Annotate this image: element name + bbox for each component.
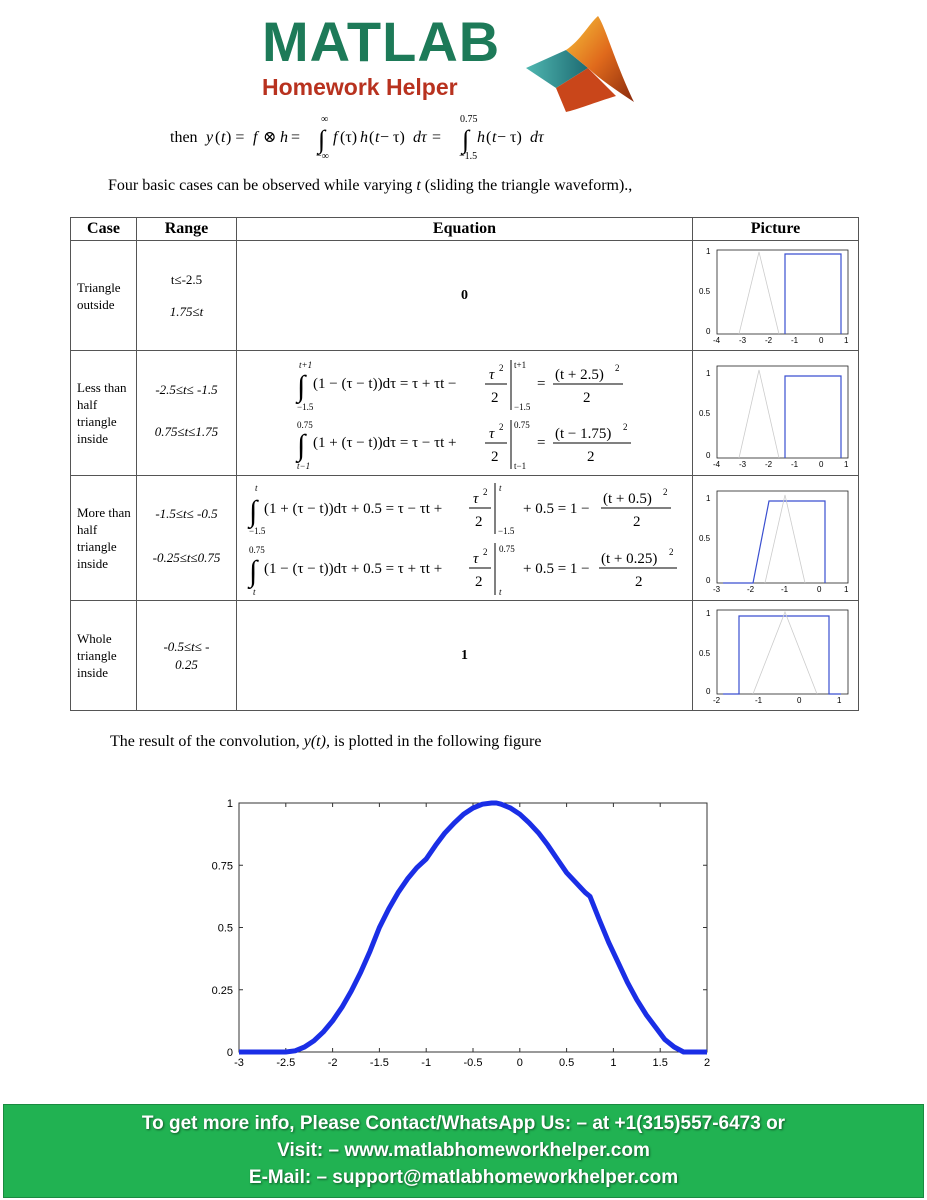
svg-text:2: 2 xyxy=(583,389,591,406)
svg-text:t: t xyxy=(255,482,258,493)
svg-text:0: 0 xyxy=(819,459,824,469)
svg-text:∫: ∫ xyxy=(249,554,258,588)
svg-text:1: 1 xyxy=(706,368,711,378)
logo xyxy=(258,10,638,120)
equation-cell xyxy=(237,351,693,476)
x-tick-label: -2.5 xyxy=(276,1057,296,1069)
svg-text:1: 1 xyxy=(706,493,711,503)
case-plot-1 xyxy=(693,242,859,350)
header-picture: Picture xyxy=(693,218,859,241)
svg-text:−1.5: −1.5 xyxy=(498,525,515,536)
svg-text:-1: -1 xyxy=(791,335,799,345)
svg-text:+ 0.5 = 1 −: + 0.5 = 1 − xyxy=(523,560,590,577)
svg-text:(t − 1.75): (t − 1.75) xyxy=(555,425,612,442)
svg-text:(1 + (τ − t))dτ = τ − τt +: (1 + (τ − t))dτ = τ − τt + xyxy=(313,434,457,451)
svg-text:∫: ∫ xyxy=(297,369,306,403)
svg-text:2: 2 xyxy=(491,448,499,465)
svg-text:2: 2 xyxy=(669,546,674,557)
case-plot-4 xyxy=(693,602,859,710)
convolution-formula xyxy=(170,112,590,167)
footer-email-line[interactable]: E-Mail: – support@matlabhomeworkhelper.com xyxy=(248,1167,679,1188)
svg-text:t+1: t+1 xyxy=(299,359,313,370)
range-cell: -0.5≤t≤ - 0.25 xyxy=(137,601,237,711)
svg-text:0.75: 0.75 xyxy=(460,114,478,125)
svg-text:-4: -4 xyxy=(713,459,721,469)
x-tick-label: 1.5 xyxy=(652,1057,668,1069)
svg-text:) =: ) = xyxy=(226,129,245,146)
equation-line-1 xyxy=(247,483,671,536)
svg-text:=: = xyxy=(291,129,301,146)
case-plot-2 xyxy=(693,352,859,475)
case-cell: Whole triangle inside xyxy=(71,601,137,711)
matlab-membrane-icon xyxy=(526,10,636,115)
svg-text:-3: -3 xyxy=(739,335,747,345)
svg-text:(: ( xyxy=(215,129,221,146)
case-plot-3 xyxy=(693,477,859,600)
footer-contact-line: To get more info, Please Contact/WhatsApp Us: – at +1(315)557-6473 or xyxy=(141,1113,786,1134)
svg-text:(τ): (τ) xyxy=(340,129,358,146)
picture-cell xyxy=(693,241,859,351)
svg-text:∞: ∞ xyxy=(321,114,329,125)
svg-text:h: h xyxy=(360,129,368,146)
svg-text:∫: ∫ xyxy=(249,494,258,528)
equation-line-1 xyxy=(295,360,623,412)
result-intro: The result of the convolution, y(t), is plotted in the following figure xyxy=(110,733,542,750)
x-tick-label: -2 xyxy=(327,1057,338,1069)
svg-text:t: t xyxy=(499,586,502,597)
svg-text:+ 0.5 = 1 −: + 0.5 = 1 − xyxy=(523,500,590,517)
svg-text:τ: τ xyxy=(489,425,495,442)
svg-text:1: 1 xyxy=(706,246,711,256)
svg-text:2: 2 xyxy=(623,421,628,432)
svg-text:(t + 2.5): (t + 2.5) xyxy=(555,366,604,383)
svg-text:τ: τ xyxy=(473,490,479,507)
svg-text:τ: τ xyxy=(489,366,495,383)
svg-text:0: 0 xyxy=(706,450,711,460)
svg-text:0.75: 0.75 xyxy=(499,543,515,554)
svg-text:-2: -2 xyxy=(765,459,773,469)
svg-text:2: 2 xyxy=(499,421,504,432)
svg-text:1: 1 xyxy=(844,584,849,594)
x-tick-label: -1.5 xyxy=(369,1057,389,1069)
svg-text:-3: -3 xyxy=(713,584,721,594)
equation-line-2 xyxy=(295,420,631,471)
svg-text:-2: -2 xyxy=(747,584,755,594)
svg-text:0.75: 0.75 xyxy=(297,419,313,430)
svg-text:2: 2 xyxy=(491,389,499,406)
convolution-result-chart xyxy=(210,775,720,1075)
svg-text:−1.5: −1.5 xyxy=(459,151,478,162)
svg-text:dτ: dτ xyxy=(413,129,427,146)
series-line-y(t) xyxy=(239,803,707,1052)
convolution-formula-graphic xyxy=(170,112,590,167)
svg-text:-2: -2 xyxy=(713,695,721,705)
svg-text:t−1: t−1 xyxy=(297,460,311,471)
svg-text:τ: τ xyxy=(473,550,479,567)
range-cell: -2.5≤t≤ -1.5 0.75≤t≤1.75 xyxy=(137,351,237,476)
svg-text:2: 2 xyxy=(587,448,595,465)
svg-text:0.5: 0.5 xyxy=(699,408,711,418)
svg-text:0.75: 0.75 xyxy=(249,544,265,555)
svg-text:0.5: 0.5 xyxy=(699,533,711,543)
svg-text:− τ): − τ) xyxy=(497,129,522,146)
svg-text:h: h xyxy=(477,129,485,146)
svg-text:f: f xyxy=(333,129,338,146)
table-row xyxy=(71,241,859,351)
svg-text:(1 − (τ − t))dτ = τ + τt −: (1 − (τ − t))dτ = τ + τt − xyxy=(313,375,457,392)
header-case: Case xyxy=(71,218,137,241)
svg-text:− τ): − τ) xyxy=(380,129,405,146)
range-cell: t≤-2.5 1.75≤t xyxy=(137,241,237,351)
svg-text:2: 2 xyxy=(475,513,483,530)
svg-text:∫: ∫ xyxy=(318,125,326,154)
svg-text:-2: -2 xyxy=(765,335,773,345)
svg-text:h: h xyxy=(280,129,288,146)
svg-text:t: t xyxy=(253,586,256,597)
svg-text:∫: ∫ xyxy=(462,125,470,154)
svg-text:y: y xyxy=(206,129,214,146)
svg-text:2: 2 xyxy=(633,513,641,530)
equation-line-2 xyxy=(247,543,677,597)
svg-text:f: f xyxy=(253,129,258,146)
case-cell: Triangle outside xyxy=(71,241,137,351)
y-tick-label: 1 xyxy=(226,798,233,810)
picture-cell xyxy=(693,601,859,711)
svg-text:2: 2 xyxy=(499,362,504,373)
svg-text:2: 2 xyxy=(615,362,620,373)
x-tick-label: 0.5 xyxy=(558,1057,575,1069)
x-tick-label: -3 xyxy=(234,1057,244,1069)
header-equation: Equation xyxy=(237,218,693,241)
table-row xyxy=(71,476,859,601)
svg-text:−∞: −∞ xyxy=(316,151,329,162)
equation-less-half xyxy=(237,352,693,475)
y-tick-label: 0.75 xyxy=(211,860,233,873)
svg-text:-1: -1 xyxy=(791,459,799,469)
svg-text:(t + 0.25): (t + 0.25) xyxy=(601,550,658,567)
svg-text:⊗: ⊗ xyxy=(263,129,277,146)
svg-text:-4: -4 xyxy=(713,335,721,345)
svg-text:0.5: 0.5 xyxy=(699,648,711,658)
table-row xyxy=(71,601,859,711)
svg-text:2: 2 xyxy=(483,486,488,497)
x-tick-label: -1 xyxy=(421,1057,432,1069)
svg-text:1: 1 xyxy=(706,608,711,618)
case-cell: More than half triangle inside xyxy=(71,476,137,601)
svg-text:(1 + (τ − t))dτ + 0.5 = τ − τt: (1 + (τ − t))dτ + 0.5 = τ − τt + xyxy=(264,500,443,517)
contact-footer xyxy=(3,1104,924,1198)
svg-text:t: t xyxy=(499,482,502,493)
svg-text:2: 2 xyxy=(475,573,483,590)
svg-text:(: ( xyxy=(486,129,492,146)
x-tick-label: 0 xyxy=(516,1057,523,1069)
svg-text:2: 2 xyxy=(663,486,668,497)
svg-text:=: = xyxy=(537,434,546,451)
logo-title: MATLAB xyxy=(262,10,501,73)
svg-text:2: 2 xyxy=(635,573,643,590)
svg-text:0.75: 0.75 xyxy=(514,419,530,430)
svg-text:-3: -3 xyxy=(739,459,747,469)
svg-text:∫: ∫ xyxy=(297,428,306,462)
svg-text:−1.5: −1.5 xyxy=(249,525,266,536)
svg-text:1: 1 xyxy=(837,695,842,705)
svg-text:0: 0 xyxy=(706,326,711,336)
header-range: Range xyxy=(137,218,237,241)
svg-text:t+1: t+1 xyxy=(514,359,527,370)
svg-text:-1: -1 xyxy=(781,584,789,594)
svg-text:0: 0 xyxy=(817,584,822,594)
table-row xyxy=(71,351,859,476)
y-tick-label: 0.25 xyxy=(211,984,233,997)
y-tick-label: 0 xyxy=(226,1047,233,1059)
svg-text:(1 − (τ − t))dτ + 0.5 = τ + τt: (1 − (τ − t))dτ + 0.5 = τ + τt + xyxy=(264,560,443,577)
svg-text:=: = xyxy=(537,375,546,392)
svg-text:−1.5: −1.5 xyxy=(297,401,314,412)
cases-intro: Four basic cases can be observed while varying t (sliding the triangle waveform)., xyxy=(108,177,633,194)
picture-cell xyxy=(693,351,859,476)
svg-text:0: 0 xyxy=(706,686,711,696)
range-cell: -1.5≤t≤ -0.5 -0.25≤t≤0.75 xyxy=(137,476,237,601)
svg-text:0: 0 xyxy=(819,335,824,345)
svg-text:1: 1 xyxy=(844,459,849,469)
svg-text:t: t xyxy=(375,129,380,146)
table-header-row xyxy=(71,218,859,241)
svg-text:0.5: 0.5 xyxy=(699,286,711,296)
svg-text:(: ( xyxy=(369,129,375,146)
svg-text:2: 2 xyxy=(483,546,488,557)
x-tick-label: 1 xyxy=(610,1057,617,1069)
equation-more-half xyxy=(237,477,693,600)
svg-text:0: 0 xyxy=(797,695,802,705)
svg-text:dτ: dτ xyxy=(530,129,544,146)
picture-cell xyxy=(693,476,859,601)
svg-text:t: t xyxy=(221,129,226,146)
x-tick-label: 2 xyxy=(703,1057,711,1069)
logo-subtitle: Homework Helper xyxy=(262,74,458,100)
svg-text:(t + 0.5): (t + 0.5) xyxy=(603,490,652,507)
equation-cell: 1 xyxy=(237,601,693,711)
svg-text:0: 0 xyxy=(706,575,711,585)
x-tick-label: -0.5 xyxy=(463,1057,483,1069)
svg-text:1: 1 xyxy=(844,335,849,345)
then-word: then xyxy=(170,129,198,146)
svg-text:−1.5: −1.5 xyxy=(514,401,531,412)
equation-cell: 0 xyxy=(237,241,693,351)
svg-text:-1: -1 xyxy=(755,695,763,705)
cases-table xyxy=(70,217,859,711)
svg-text:t: t xyxy=(492,129,497,146)
equation-cell xyxy=(237,476,693,601)
plot-frame xyxy=(239,803,707,1052)
svg-text:=: = xyxy=(432,129,442,146)
footer-website-line[interactable]: Visit: – www.matlabhomeworkhelper.com xyxy=(277,1140,650,1161)
y-tick-label: 0.5 xyxy=(217,922,233,935)
case-cell: Less than half triangle inside xyxy=(71,351,137,476)
svg-text:t−1: t−1 xyxy=(514,460,527,471)
